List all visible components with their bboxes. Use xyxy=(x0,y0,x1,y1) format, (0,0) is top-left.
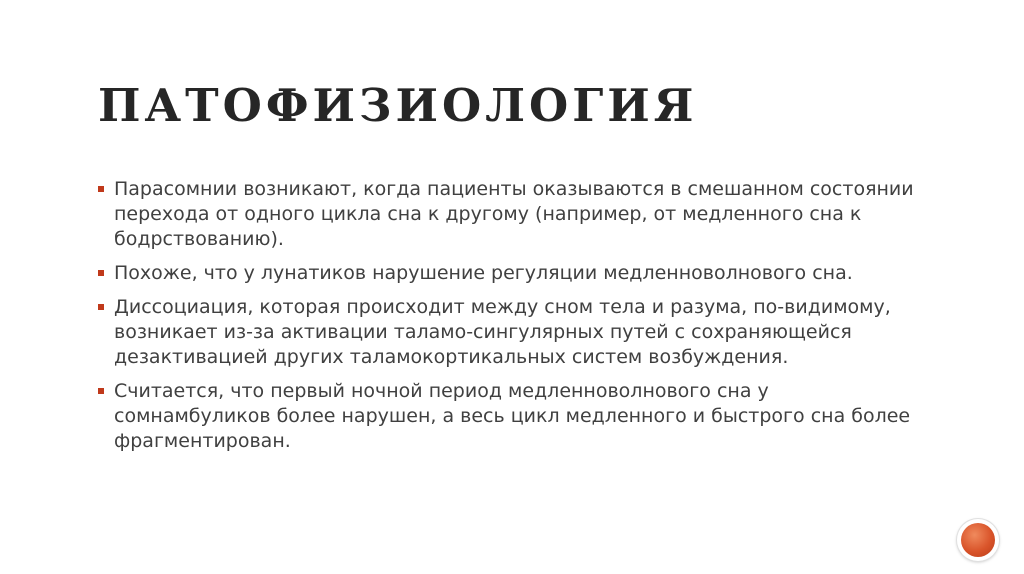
next-slide-button[interactable] xyxy=(957,519,999,561)
bullet-text: Похоже, что у лунатиков нарушение регуляции медленноволнового сна. xyxy=(114,262,853,284)
square-bullet-icon xyxy=(98,186,104,192)
bullet-text: Диссоциация, которая происходит между сном тела и разума, по-видимому, возникает из-за активации таламо-сингулярных путей с сохраняющейся дезактивацией других таламокортикальных систем возбуждения. xyxy=(114,296,891,368)
bullet-text: Парасомнии возникают, когда пациенты оказываются в смешанном состоянии перехода от одного цикла сна к другому (например, от медленного сна к бодрствованию). xyxy=(114,178,914,250)
bullet-item xyxy=(98,295,918,370)
slide-title: ПАТОФИЗИОЛОГИЯ xyxy=(98,79,698,132)
square-bullet-icon xyxy=(98,388,104,394)
bullet-list xyxy=(98,177,918,463)
bullet-text: Считается, что первый ночной период медленноволнового сна у сомнамбуликов более нарушен, а весь цикл медленного и быстрого сна более фрагментирован. xyxy=(114,380,911,452)
bullet-item xyxy=(98,379,918,454)
square-bullet-icon xyxy=(98,304,104,310)
bullet-item xyxy=(98,261,918,286)
bullet-item xyxy=(98,177,918,252)
square-bullet-icon xyxy=(98,270,104,276)
next-slide-circle-icon xyxy=(961,523,995,557)
